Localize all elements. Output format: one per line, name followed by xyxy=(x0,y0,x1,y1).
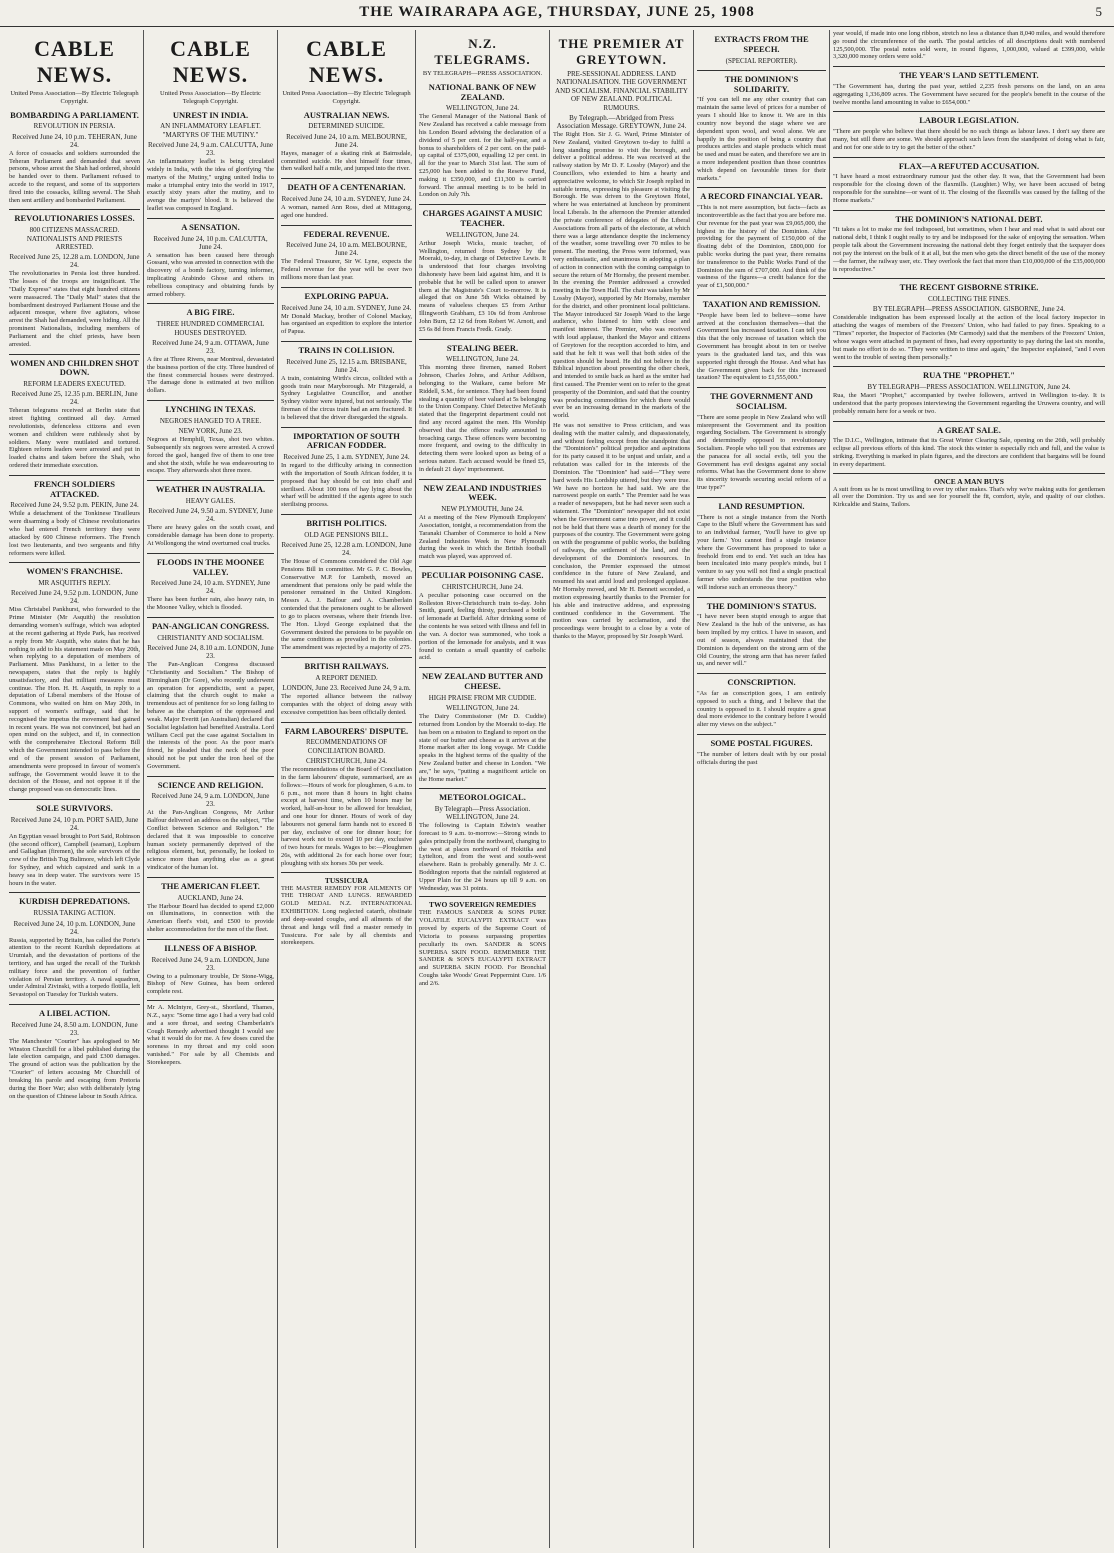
column-3 xyxy=(278,30,416,1548)
column-heading: CABLE NEWS. xyxy=(34,36,115,87)
story-headline: BOMBARDING A PARLIAMENT. xyxy=(10,109,139,120)
story-dateline: By Telegraph.—Abridged from Press Association Message. GREYTOWN, June 24. xyxy=(556,113,687,130)
advertisement xyxy=(147,1000,274,1067)
story-subheadline: HEAVY GALES. xyxy=(185,497,236,506)
story-headline: FLOODS IN THE MOONEE VALLEY. xyxy=(147,553,274,578)
story-body: A fire at Three Rivers, near Montreal, devastated the business portion of the city. Three hundred of the finest commercial houses were destroyed. The damage done is estimated at two million dollars. xyxy=(147,356,274,395)
story-headline: THE RECENT GISBORNE STRIKE. xyxy=(833,278,1105,293)
story-dateline: CHRISTCHURCH, June 24. xyxy=(306,757,387,766)
news-story xyxy=(147,877,274,934)
story-body: The Federal Treasurer, Sir W. Lyne, expects the Federal revenue for the year will be over two millions more than last year. xyxy=(281,258,412,281)
story-headline: WOMEN AND CHILDREN SHOT DOWN. xyxy=(9,354,140,379)
story-subheadline: NEGROES HANGED TO A TREE. xyxy=(159,416,262,425)
story-dateline: Received June 24, 9.50 a.m. SYDNEY, June 24. xyxy=(148,507,273,524)
story-headline: KURDISH DEPREDATIONS. xyxy=(9,892,140,907)
news-story xyxy=(419,667,546,783)
story-body: Owing to a pulmonary trouble, Dr Stone-Wigg, Bishop of New Guinea, has been ordered complete rest. xyxy=(147,972,274,996)
story-headline: CONSCRIPTION. xyxy=(697,673,826,688)
story-body: "There are people who believe that there should be no such things as labour laws. I don't say there are many, but still there are some. We should approach such laws from the standpoint of doing what is fair, and not for one side to try to get the better of the other." xyxy=(833,128,1105,151)
story-dateline: Received June 24, 10 p.m. PORT SAID, June 24. xyxy=(10,815,139,832)
story-dateline: Received June 24, 9.52 p.m. PEKIN, June 24. xyxy=(10,501,139,510)
story-body: "The number of letters dealt with by our postal officials during the past xyxy=(697,750,826,766)
news-story xyxy=(147,776,274,872)
story-headline: RUA THE "PROPHET." xyxy=(833,366,1105,381)
news-story xyxy=(147,111,274,213)
news-story xyxy=(9,354,140,470)
story-dateline: Received June 24, 9 a.m. OTTAWA, June 23. xyxy=(152,339,269,356)
advert-body: THE FAMOUS SANDER & SONS PURE VOLATILE EUCALYPTI EXTRACT was proved by experts of the Supreme Court of Victoria to possess surpassing properties peculiarly its own. SANDER & SONS SUPERBA SKIN FOOD. REMEMBER THE SANDER & SON'S EUCALYPTI EXTRACT and SUPERBA SKIN FOOD. For Bronchial Coughs take Woods' Great Peppermint Cure. 1/6 and 2/6. xyxy=(419,909,546,987)
news-story xyxy=(419,204,546,333)
story-body: Miss Christabel Pankhurst, who forwarded to the Prime Minister (Mr Asquith) the resolution demanding women's suffrage, which was adopted at the recent gathering at Hyde Park, has received a reply from Mr Asquith, who states that he has nothing to add to his statement made on May 20th, when replying to a deputation of members of Parliament. Miss Pankhurst, in a letter to the newspapers, states that the reply is highly unsatisfactory, and that militant measures must continue. The Hon. H. H. Asquith, in reply to a deputation of Liberal members of the House of Commons, who waited on him on May 20th, in support of women's suffrage, said that he recognised the impetus the movement had gained in recent years. He was not convinced, but had an open mind on the subject, and if, in connection with the comprehensive Electoral Reform Bill which the Government intended to pass before the end of the present session of Parliament, amendments were proposed in favour of women's suffrage, the Government would leave it to the decision of the House, and not oppose it if the change proposed was on democratic lines. xyxy=(9,606,140,794)
story-headline: LAND RESUMPTION. xyxy=(697,497,826,512)
advertisement xyxy=(419,896,546,987)
story-subheadline: MR ASQUITH'S REPLY. xyxy=(38,579,111,588)
story-dateline: WELLINGTON, June 24. xyxy=(446,104,519,113)
story-headline: A LIBEL ACTION. xyxy=(9,1004,140,1019)
story-headline: A SENSATION. xyxy=(147,218,274,233)
story-dateline: Received June 24, 10 a.m. SYDNEY, June 24. xyxy=(150,579,271,596)
news-story xyxy=(419,479,546,561)
story-dateline: BY TELEGRAPH—PRESS ASSOCIATION. WELLINGTON, June 24. xyxy=(867,383,1071,392)
story-subheadline: REFORM LEADERS EXECUTED. xyxy=(23,380,126,389)
news-story xyxy=(9,562,140,794)
news-story xyxy=(147,218,274,299)
news-story xyxy=(281,722,412,868)
story-body: A peculiar poisoning case occurred on the Rolleston River-Christchurch train to-day. John Smith, guard, feeling thirsty, purchased a bottle of lemonade at Darfield. After drinking some of the contents he was seized with illness and fell in the van. A doctor was summoned, who took a portion of the lemonade for analysis, and it was found to contain a small quantity of carbolic acid. xyxy=(419,591,546,662)
story-headline: THE DOMINION'S NATIONAL DEBT. xyxy=(833,210,1105,225)
story-headline: METEOROLOGICAL. xyxy=(419,788,546,803)
story-headline: SOLE SURVIVORS. xyxy=(9,799,140,814)
story-dateline: Received June 24, 8.10 a.m. LONDON, June 23. xyxy=(147,644,274,661)
advert-body: A suit from us he is most unwilling to ever try other makes. That's why we're making suits for gentlemen all over the Dominion. Try us and see for yourself the fit, comfort, style, and quality of our clothes. Kirkcaldie and Stains, Tailors. xyxy=(833,485,1105,509)
story-body: The Manchester "Courier" has apologised to Mr Winston Churchill for a libel published during the late election campaign, and paid £300 damages. The ground of action was the publication by the "Courier" of letters accusing Mr Churchill of breaking his parole and escaping from Pretoria during the Boer War; also with deliberately lying on the question of Chinese labour in South Africa. xyxy=(9,1037,140,1100)
story-headline: EXTRACTS FROM THE SPEECH. xyxy=(714,34,809,54)
story-body: Negroes at Hemphill, Texas, shot two whites. Subsequently six negroes were arrested. A crowd forced the gaol, hanged five of them to one tree and shot the sixth, while he was endeavouring to escape. They afterwards shot three more. xyxy=(147,436,274,475)
column-heading: CABLE NEWS. xyxy=(170,36,251,87)
story-body: The Harbour Board has decided to spend £2,000 on illuminations, in connection with the American fleet's visit, and £500 to provide shelter accommodation for the men of the fleet. xyxy=(147,902,274,934)
story-dateline: Received June 24, 10 a.m. SYDNEY, June 24. xyxy=(281,194,412,203)
story-dateline: Received June 24, 9.52 p.m. LONDON, June 24. xyxy=(11,589,138,606)
story-headline: ILLNESS OF A BISHOP. xyxy=(147,939,274,954)
column-credit: BY TELEGRAPH—PRESS ASSOCIATION. xyxy=(422,70,543,77)
story-body: "It takes a lot to make me feel indisposed, but sometimes, when I hear and read what is said about our national debt, I think I ought really to try and be indisposed for the sake of enjoying the sensation. When people talk about the Government increasing the national debt they forget entirely that the taxpayer does not pay the interest on the bulk of it at all, but the men who gets the direct benefit of the use of the money—the farmer, the railway user, etc. They overlook the fact that more than £10,000,000 of the £35,000,000 is reproductive." xyxy=(833,226,1105,273)
story-body: An Egyptian vessel brought to Port Said, Robinson (the second officer), Campbell (seaman), Lopburn and Gallaghan (firemen), the sole survivors of the crew of the British Tug Bulimore, which left Clyde for Sydney, and which capsized and sank in a heavy sea in deep water. The survivors were 15 hours in the water. xyxy=(9,832,140,887)
story-body: "This is not mere assumption, but facts—facts as incontrovertible as the fact that you are before me. Our revenue for the past year was £9,065,000, the highest in the history of the Dominion. After providing for the payment of £150,000 of the floating debt of the Dominion, £800,000 for public works during the past year, there remains for transference to the Public Works Fund of the Dominion the sum of £707,000. And think of the vastness of the figures—a credit balance for the year of £1,500,000." xyxy=(697,204,826,290)
story-body: An inflammatory leaflet is being circulated widely in India, with the idea of glorifying "the martyrs of the Mutiny," urging united India to make a triumphal entry into the world in 1917, exactly sixty years after the mutiny, and to avenge the martyrs' blood. It is believed the leaflet was composed in England. xyxy=(147,158,274,213)
story-headline: BRITISH POLITICS. xyxy=(281,514,412,529)
story-dateline: LONDON, June 23. Received June 24, 9 a.m. xyxy=(282,684,411,693)
story-headline: THE YEAR'S LAND SETTLEMENT. xyxy=(833,66,1105,81)
story-dateline: Received June 24, 10 p.m. CALCUTTA, June 24. xyxy=(153,234,268,251)
news-story xyxy=(697,187,826,290)
column-credit: United Press Association—By Electric Telegraph Copyright. xyxy=(160,90,261,105)
news-story xyxy=(833,210,1105,274)
news-story xyxy=(9,892,140,999)
story-dateline: BY TELEGRAPH—PRESS ASSOCIATION. GISBORNE, June 24. xyxy=(872,305,1066,314)
story-headline: NEW ZEALAND INDUSTRIES WEEK. xyxy=(419,479,546,504)
story-dateline: WELLINGTON, June 24. xyxy=(446,355,519,364)
news-story xyxy=(553,70,690,420)
news-story xyxy=(697,597,826,668)
story-body: There has been further rain, also heavy rain, in the Moonee Valley, which is flooded. xyxy=(147,596,274,612)
news-story xyxy=(697,35,826,65)
column-credit: United Press Association—By Electric Telegraph Copyright. xyxy=(10,90,139,105)
news-story xyxy=(147,303,274,395)
story-subheadline: REVOLUTION IN PERSIA. xyxy=(33,122,116,131)
story-body: There are heavy gales on the south coast, and considerable damage has been done to property. At Wollongong the wind overturned coal trucks. xyxy=(147,524,274,548)
story-headline: WOMEN'S FRANCHISE. xyxy=(9,562,140,577)
story-body: The revolutionaries in Persia lost three hundred. The losses of the troops are insignificant. The "Daily Express" states that eight hundred citizens were massacred. The "Daily Mail" states that the bombardment destroyed Parliament House and the adjacent mosque, where five agitators, whose arrest the Shah had demanded, were hiding. All the prominent Nationalists, including members of Parliament and the chief priests, have been arrested. xyxy=(9,270,140,348)
news-story xyxy=(281,111,412,174)
advertisement xyxy=(833,473,1105,509)
story-body: While a detachment of the Tonkinese Tirailleurs were disarming a body of Chinese revolutionaries who had entered French territory they were attacked by 600 Chinese reformers. The French lost two lieutenants, and two sergeants and fifty reformers were killed. xyxy=(9,510,140,557)
story-dateline: Received June 24, 10 p.m. TEHERAN, June 24. xyxy=(12,132,137,149)
story-headline: NATIONAL BANK OF NEW ZEALAND. xyxy=(428,81,537,102)
story-body: The reported alliance between the railway companies with the object of doing away with excessive competition has been officially denied. xyxy=(281,693,412,716)
column-credit: United Press Association—By Electric Telegraph Copyright. xyxy=(282,90,411,105)
story-body: In regard to the difficulty arising in connection with the importation of South African fodder, it is proposed that hay should be cut into chaff and sterilised. About 100 tons of hay lying about the wharf will be admitted if the agents agree to such sterilising process. xyxy=(281,462,412,509)
story-headline: BRITISH RAILWAYS. xyxy=(281,657,412,672)
advert-title: ONCE A MAN BUYS xyxy=(934,476,1004,486)
news-story xyxy=(697,295,826,382)
advert-title: TUSSICURA xyxy=(324,875,369,885)
advert-title: TWO SOVEREIGN REMEDIES xyxy=(428,900,537,910)
story-headline: FLAX—A REFUTED ACCUSATION. xyxy=(833,157,1105,172)
news-story xyxy=(419,788,546,892)
story-subheadline: PRE-SESSIONAL ADDRESS. LAND NATIONALISATION. THE GOVERNMENT AND SOCIALISM. FINANCIAL STABILITY OF NEW ZEALAND. POLITICAL RUMOURS. xyxy=(555,70,688,112)
story-dateline: Received June 24, 8.50 a.m. LONDON, June 23. xyxy=(11,1020,138,1037)
news-story xyxy=(697,673,826,729)
story-headline: A RECORD FINANCIAL YEAR. xyxy=(697,187,826,202)
news-story xyxy=(833,66,1105,106)
story-headline: THE DOMINION'S SOLIDARITY. xyxy=(697,70,826,95)
page-number: 5 xyxy=(1095,4,1102,19)
story-subheadline: RECOMMENDATIONS OF CONCILIATION BOARD. xyxy=(305,738,388,755)
story-body: This morning three firemen, named Robert Johnson, Charles Johns, and Arthur Addison, belonging to the Waikare, came before Mr Riddell, S.M., for sentence. They had been found stealing a quantity of beer valued at 5s belonging to the Union Company. Chief Detective McGrath stated that the fingerprint department could not find any record against the men. His Worship observed that the offence really amounted to broaching cargo. These offences were becoming more frequent, and owing to the difficulty in detecting them were looked upon as being of a serious nature. Each accused would be fined £5, in default 21 days' imprisonment. xyxy=(419,364,546,473)
story-subheadline: RUSSIA TAKING ACTION. xyxy=(33,909,116,918)
story-body: The House of Commons considered the Old Age Pensions Bill in committee. Mr G. P. C. Bowles, Conservative M.P. for Lambeth, moved an amendment that pensions only be paid while the pensioner remained in the United Kingdom. Messrs A. J. Balfour and A. Chamberlain contended that the pensioners ought to be allowed to go to places overseas, where their friends live. The Hon. Lloyd George explained that the Government desired the pensions to be payable on the same conditions as prevailed in the colonies. The amendment was rejected by a majority of 275. xyxy=(281,558,412,652)
story-subheadline: THREE HUNDRED COMMERCIAL HOUSES DESTROYED. xyxy=(156,320,265,337)
story-body: "There is not a single instance from the North Cape to the Bluff where the Government has said to an individual farmer, 'You'll have to give up your farm.' You cannot find a single instance where the Government has proposed to take a freehold from end to end. Yet such an idea has been inculcated into many people's minds, but I venture to say you will not find a single practical farmer who understands the true position who will indorse such an erroneous theory." xyxy=(697,513,826,591)
story-body: At the Pan-Anglican Congress, Mr Arthur Balfour delivered an address on the subject, "The Conflict between Science and Religion." He declared that it was impossible to conceive human society permanently deprived of the religious element, but, personally, he looked to science more than anything else as a great vindicator of the human lot. xyxy=(147,809,274,872)
story-body: "The Government has, during the past year, settled 2,235 fresh persons on the land, on an area aggregating 1,336,809 acres. The Government have secured for the people's benefit in the course of the twelve months land amounting in value to £654,000." xyxy=(833,83,1105,106)
story-body: A sensation has been caused here through Gossani, who was arrested in connection with the discovery of a bomb factory, turning informer, implicating Arabindo Ghose and others in rebellious conspiracy and obtaining funds by armed robbery. xyxy=(147,251,274,298)
story-body: "People have been led to believe—some have arrived at the conclusion themselves—that the Government has increased taxation. I can tell you this that the only increase of taxation which the Government has brought about in ten or twelve years is the graduated land tax, and this was supported right through the House. And what has the Government given back for this increased taxation? The equivalent to £1,555,000." xyxy=(697,311,826,382)
story-body: Mr Donald Mackay, brother of Colonel Mackay, has organised an expedition to explore the interior of Papua. xyxy=(281,312,412,336)
story-headline: WEATHER IN AUSTRALIA. xyxy=(147,480,274,495)
story-body: A train, containing Wirth's circus, collided with a goods train near Maryborough. Mr Fitzgerald, a Sydney Legislative Councillor, and another Sydney visitor were injured, but not seriously. The fireman of the circus train had an arm fractured. It is believed that the driver disregarded the signals. xyxy=(281,374,412,421)
story-headline: STEALING BEER. xyxy=(419,339,546,354)
news-story xyxy=(281,287,412,336)
story-headline: UNREST IN INDIA. xyxy=(172,109,249,120)
story-dateline: NEW PLYMOUTH, June 24. xyxy=(441,505,524,514)
story-headline: LABOUR LEGISLATION. xyxy=(833,111,1105,126)
story-subheadline: A REPORT DENIED. xyxy=(315,673,378,682)
news-story xyxy=(697,734,826,766)
news-story xyxy=(147,480,274,548)
news-story xyxy=(147,553,274,612)
story-dateline: NEW YORK, June 23. xyxy=(178,427,243,436)
story-body: Russia, supported by Britain, has called the Porte's attention to the recent Kurdish depredations at Urumiah, and the devastation of portions of the territory, and has urged the recall of the Turkish military force and the prevention of further violation of Persian territory. A naval squadron, under Admiral Zivinski, with a torpedo flotilla, left Sevastopol on Tuesday for Turkish waters. xyxy=(9,936,140,999)
story-dateline: Received June 25, 12.15 a.m. BRISBANE, June 24. xyxy=(286,357,407,374)
news-story xyxy=(281,657,412,717)
news-story xyxy=(9,1004,140,1100)
story-dateline: Received June 24, 9 a.m. LONDON, June 23. xyxy=(151,792,270,809)
story-subheadline: CHRISTIANITY AND SOCIALISM. xyxy=(157,633,264,642)
news-story xyxy=(147,939,274,996)
news-story xyxy=(419,566,546,662)
news-story xyxy=(281,514,412,652)
story-headline: FRENCH SOLDIERS ATTACKED. xyxy=(9,475,140,500)
story-headline: PAN-ANGLICAN CONGRESS. xyxy=(147,617,274,632)
story-dateline: Received June 24, 10 a.m. SYDNEY, June 24. xyxy=(281,303,412,312)
story-subheadline: HIGH PRAISE FROM MR CUDDIE. xyxy=(428,693,537,702)
news-story xyxy=(9,799,140,887)
news-story xyxy=(9,475,140,557)
news-story xyxy=(281,225,412,282)
story-body: At a meeting of the New Plymouth Employers' Association, tonight, a recommendation from the Taranaki Chamber of Commerce to hold a New Zealand Industries Week in New Plymouth during the week in which the British football match was played, was approved of. xyxy=(419,514,546,561)
advert-body: THE MASTER REMEDY FOR AILMENTS OF THE THROAT AND LUNGS. REWARDED GOLD MEDAL N.Z. INTERNATIONAL EXHIBITION. Long neglected catarrh, obstinate and deep-seated coughs, and all ailments of the throat and lungs will find a master remedy in Tussicura. For sale by all chemists and storekeepers. xyxy=(281,884,412,947)
news-story xyxy=(697,497,826,592)
story-dateline: Received June 24, 9 a.m. LONDON, June 23. xyxy=(151,955,270,972)
story-headline: A GREAT SALE. xyxy=(833,421,1105,436)
story-headline: AUSTRALIAN NEWS. xyxy=(303,109,390,120)
story-subheadline: DETERMINED SUICIDE. xyxy=(308,122,385,131)
story-body: The recommendations of the Board of Conciliation in the farm labourers' dispute, summarised, are as follows:—Hours of work for ploughmen, 6 a.m. to 6 p.m., not more than 8 hours in light chains except at harvest time, when 10 hours may be worked, half-an-hour to be allowed for breakfast, and one hour for dinner. Hours of work of day labourers not general farm hands not to exceed 8 per day, exclusive of one for dinner hour; for harvest work not to exceed 10 per day, exclusive of two hours for meals. Wages to be:—Ploughmen 26s, with additional 2s for each horse over four; ploughing with six horses 30s per week. xyxy=(281,766,412,867)
news-story xyxy=(697,70,826,182)
story-body: Teheran telegrams received at Berlin state that street fighting continued all day. Armed revolutionists, defenceless citizens and even women and children were ruthlessly shot by soldiers. Many were mutilated and tortured. Eighteen reform leaders were arrested and put in loaded chains and taken before the Shah, who ordered their immediate execution. xyxy=(9,407,140,470)
column-heading: N.Z. TELEGRAMS. xyxy=(434,36,531,67)
story-subheadline: COLLECTING THE FINES. xyxy=(927,295,1011,304)
story-headline: SCIENCE AND RELIGION. xyxy=(147,776,274,791)
story-subheadline: 800 CITIZENS MASSACRED. NATIONALISTS AND PRIESTS ARRESTED. xyxy=(26,226,123,251)
column-6 xyxy=(694,30,830,1548)
story-dateline: WELLINGTON, June 24. xyxy=(446,704,519,713)
story-headline: FARM LABOURERS' DISPUTE. xyxy=(281,722,412,737)
news-story xyxy=(9,209,140,348)
story-headline: EXPLORING PAPUA. xyxy=(281,287,412,302)
story-subheadline: AN INFLAMMATORY LEAFLET. "MARTYRS OF THE MUTINY." xyxy=(160,122,261,139)
story-dateline: Received June 24, 9 a.m. CALCUTTA, June 23. xyxy=(147,141,274,158)
story-body: Arthur Joseph Wicks, music teacher, of Wellington, returned from Sydney by the Moeraki, to-day, in charge of Detective Lewis. It is understood that four charges involving dishonesty have been laid against him, and it is probable that he will be called upon to answer them at the Magistrate's Court to-morrow. It is alleged that on June 5th Wicks obtained by means of valueless cheques £5 from Arthur Illingworth Grabham, £3 10s 6d from Ambrose John Burn, £2 12 6d from Robert W. Arnott, and £5 6s 8d from Francis Fredk. Grady. xyxy=(419,239,546,333)
news-story xyxy=(9,111,140,205)
story-body: The Pan-Anglican Congress discussed "Christianity and Socialism." The Bishop of Birmingham (Dr Gore), who recently underwent an operation for appendicitis, sent a paper, claiming that the church ought to make a tremendous act of penitence for so long failing to behave as the champion of the oppressed and weak. Major Everitt (an Australian) declared that Socialist legislation had benefited Australia. Lord William Cecil put the case against Socialism in the interests of the poor. As the poor man's friend, he pleaded that the neck of the poor should not be put under the iron heel of the Government. xyxy=(147,661,274,770)
story-dateline: Received June 25, 12.28 a.m. LONDON, June 24. xyxy=(9,253,140,270)
story-subheadline: OLD AGE PENSIONS BILL. xyxy=(304,530,389,539)
news-story xyxy=(833,366,1105,415)
story-body: The Dairy Commissioner (Mr D. Cuddie) returned from London by the Moeraki to-day. He has been on a mission to England to report on the state of our butter and cheese as it arrives at the Home market after its long voyage. Mr Cuddie speaks in the highest terms of the quality of the New Zealand butter and cheese in London. "We are," he says, "putting a magnificent article on the Home market." xyxy=(419,713,546,783)
story-headline: A BIG FIRE. xyxy=(147,303,274,318)
story-body: He was not sensitive to Press criticism, and was dealing with the matter calmly, and dispassionately, and without feeling except from the standpoint that the "Dominion's" political prejudice and aspirations for its party caused it to be unjust and unfair, and a refutation was called for in the interests of the Dominion. The "Dominion" had said—"They were hard words His Lordship uttered, but they were true. We have no horizon he had said. We are the narrowest people on earth." The Premier said he was a reader of newspapers, but he had never seen such a statement. The "Dominion" newspaper did not exist when the Government came into power, and it could not be held that there was a dearth of money for the purposes of the country. The Government were going on with the programme of public works, the building of railways, the settlement of the land, and the development of the Dominion's resources. In conclusion, the Premier expressed the utmost confidence in the future of New Zealand, and resumed his seat amid loud and prolonged applause. Mr Hornsby moved, and Mr H. Bennett seconded, a motion expressing heartily thanks to the Premier for his able and instructive address, and expressing continued confidence in the Government. The motion was carried by acclamation, and the proceedings were brought to a close by a vote of thanks to the Mayor, proposed by Sir Joseph Ward. xyxy=(553,422,690,640)
news-story xyxy=(833,157,1105,205)
story-headline: DEATH OF A CENTENARIAN. xyxy=(281,178,412,193)
story-body: "There are some people in New Zealand who will misrepresent the Government and its position regarding Socialism. The Government is strongly and determinedly opposed to revolutionary Socialism. People who tell you that extremes are the panacea for all social evils, tell you the Government has evil designs against any social reforms. What has the Government done to show its sincerity towards securing social reform of a true type?" xyxy=(697,413,826,492)
story-headline: TAXATION AND REMISSION. xyxy=(697,295,826,310)
news-story xyxy=(833,30,1105,61)
story-headline: IMPORTATION OF SOUTH AFRICAN FODDER. xyxy=(281,427,412,452)
column-4 xyxy=(416,30,550,1548)
story-body: A force of cossacks and soldiers surrounded the Teheran Parliament and demanded that seven persons, whose arrest the Shah had ordered, should be handed over to them. Parliament refused to accede to the request, and some of its supporters fired into the cossacks, killing several. The Shah then sent artillery and bombarded Parliament. xyxy=(9,149,140,204)
story-body: The D.I.C., Wellington, intimate that its Great Winter Clearing Sale, opening on the 26th, will probably eclipse all previous efforts of this kind. The stock this winter is especially rich and full, and the value is striking. Everything is marked in plain figures, and the directors are confident that bargains will be found in every department. xyxy=(833,437,1105,468)
news-story xyxy=(281,341,412,422)
column-2 xyxy=(144,30,278,1548)
story-dateline: Received June 24, 10 a.m. MELBOURNE, June 24. xyxy=(286,132,407,149)
story-body: "If you can tell me any other country that can maintain the same level of prices for a number of years I should like to know it. We are in this country now beyond the stage where we are dependent upon wool, and wool alone. We are happily in the position of being a country that produces articles and staple products which must be used and must be eaten, and therefore we are in a more independent position than those countries which depend on favourable times for their markets." xyxy=(697,96,826,182)
story-headline: FEDERAL REVENUE. xyxy=(281,225,412,240)
story-headline: THE DOMINION'S STATUS. xyxy=(697,597,826,612)
news-story xyxy=(833,278,1105,361)
story-body: A woman, named Ann Ross, died at Mittagong, aged one hundred. xyxy=(281,203,412,219)
story-body: Hayes, manager of a skating rink at Bairnsdale, committed suicide. He shot himself four times, then walked half a mile, and jumped into the river. xyxy=(281,149,412,173)
story-dateline: AUCKLAND, June 24. xyxy=(177,893,244,902)
story-body: year would, if made into one long ribbon, stretch no less a distance than 8,040 miles, and would therefore go round the circumference of the earth. The postal articles of all descriptions dealt with numbered 125,500,000. The postal notes sold were, in round figures, 1,000,000, valued at £399,000, while 3,320,000 money orders were sold." xyxy=(833,30,1105,61)
story-subheadline: (SPECIAL REPORTER). xyxy=(725,56,798,65)
news-story xyxy=(553,422,690,641)
news-story xyxy=(697,387,826,492)
news-story xyxy=(281,427,412,509)
story-headline: TRAINS IN COLLISION. xyxy=(281,341,412,356)
column-heading: THE PREMIER AT GREYTOWN. xyxy=(558,36,685,67)
newspaper-columns xyxy=(6,30,1108,1548)
story-body: The following is Captain Edwin's weather forecast to 9 a.m. to-morrow:—Strong winds to gales principally from the northward, changing to the west at places northward of Hokitika and Lyttelton, and from the west and south-west elsewhere. Rain is probably generally. Mr J. C. Boddington reports that the rainfall registered at Upper Plain for the 24 hours up till 9 a.m. on Wednesday, was 31 points. xyxy=(419,822,546,892)
story-body: Rua, the Maori "Prophet," accompanied by twelve followers, arrived in Wellington to-day. It is understood that the party proposes interviewing the Government regarding the Uruwera country, and will probably remain here for a week or two. xyxy=(833,392,1105,415)
story-headline: NEW ZEALAND BUTTER AND CHEESE. xyxy=(419,667,546,692)
story-headline: THE AMERICAN FLEET. xyxy=(147,877,274,892)
story-headline: LYNCHING IN TEXAS. xyxy=(147,400,274,415)
news-story xyxy=(281,178,412,219)
story-dateline: By Telegraph—Press Association. WELLINGTON, June 24. xyxy=(434,805,531,822)
news-story xyxy=(833,421,1105,469)
story-body: The Right Hon. Sir J. G. Ward, Prime Minister of New Zealand, visited Greytown to-day to fulfil a long standing promise to visit the borough, and deliver a political address. He was received at the railway station by Mr D. F. Lossby (Mayor) and the Councillors, who extended to him a hearty and appreciative welcome, to which Sir Joseph replied in suitable terms, expressing his pleasure at visiting the Borough. He was driven to the Greytown Hotel, where he was entertained at luncheon by prominent local Liberals. In the afternoon the Premier attended the private conference of delegates of the Liberal Associations from all parts of the electorate, at which there was a large attendance despite the inclemency of the weather, some travelling over 70 miles to be present. The meeting, the Press were informed, was very enthusiastic, and unanimous in adopting a plan of action in connection with the coming campaign to secure the return of Mr Hornsby, the present member. In the evening the Premier addressed a crowded meeting in the Town Hall. The chair was taken by Mr Lossby (Mayor), supported by Mr Hornsby, member for the district, and other prominent local politicians. The Mayor introduced Sir Joseph Ward to the large audience, who listened to him with close and manifest interest. The Premier, who was received with loud applause, thanked the Mayor and citizens of Greytown for the reception accorded to him, and said that he felt it was well that both sides of the question should be heard. He did not believe in the Biblical injunction about presenting the other cheek, and intended to smile back as hard as the smiter had first caused. The Premier went on to refer to the great prosperity of the Dominion, and said that the country was producing commodities for which there would ever be an increasing demand in the markets of the world. xyxy=(553,130,690,420)
column-5 xyxy=(550,30,694,1548)
advert-body: Mr A. McIntyre, Grey-st., Shortland, Thames, N.Z., says: "Some time ago I had a very bad cold and a sore throat, and seeing Chamberlain's Cough Remedy advertised thought I would see what it would do for me. A few doses cured the soreness in my throat and my cold soon vanished." For sale by all Chemists and Storekeepers. xyxy=(147,1004,274,1066)
story-dateline: WELLINGTON, June 24. xyxy=(446,230,519,239)
story-body: The General Manager of the National Bank of New Zealand has received a cable message from his London Board advising the declaration of a dividend of 5 per cent. for the half-year, and a bonus to shareholders of 2 per cent. on the paid-up capital of £375,000, equalling 12 per cent. in all for the year to March 31st last. The sum of £25,000 has been added to the Reserve Fund, making it £350,000, and £11,300 is carried forward. The annual meeting is to be held in London on July 7th. xyxy=(419,113,546,199)
masthead xyxy=(0,0,1114,27)
news-story xyxy=(147,617,274,771)
column-1 xyxy=(6,30,144,1548)
story-headline: CHARGES AGAINST A MUSIC TEACHER. xyxy=(419,204,546,229)
story-dateline: Received June 25, 1 a.m. SYDNEY, June 24. xyxy=(283,453,410,462)
story-headline: SOME POSTAL FIGURES. xyxy=(697,734,826,749)
news-story xyxy=(833,111,1105,151)
story-headline: THE GOVERNMENT AND SOCIALISM. xyxy=(697,387,826,412)
news-story xyxy=(419,83,546,199)
story-dateline: Received June 25, 12.28 a.m. LONDON, June 24. xyxy=(281,541,412,558)
story-headline: REVOLUTIONARIES LOSSES. xyxy=(9,209,140,224)
story-dateline: Received June 25, 12.35 p.m. BERLIN, June 24. xyxy=(11,390,138,407)
newspaper-title: THE WAIRARAPA AGE, THURSDAY, JUNE 25, 1908 xyxy=(359,4,755,20)
story-headline: PECULIAR POISONING CASE. xyxy=(419,566,546,581)
story-dateline: Received June 24, 10 a.m. MELBOURNE, June 24. xyxy=(286,241,407,258)
story-body: "As far as conscription goes, I am entirely opposed to such a thing, and I believe that the country is opposed to it. I should require a great deal more evidence to the contrary before I would alter my views on the subject." xyxy=(697,689,826,729)
advertisement xyxy=(281,872,412,948)
story-body: "I have never been stupid enough to argue that New Zealand is the hub of the universe, as has been implied by my critics. I have in season, and out of season, always maintained that the Dominion is dependent on the strong arm of the Old Country, the strong arm that has never failed us, and never will." xyxy=(697,613,826,668)
column-7 xyxy=(830,30,1108,1548)
news-story xyxy=(419,339,546,474)
story-body: Considerable indignation has been expressed locally at the action of the local factory inspector in attaching the wages of members of the Freezers' Union, who had failed to pay fines. Speaking to a "Times" reporter, the Inspector of Factories (Mr Carmody) said that the members of the Freezers' Union, whose wages were attached in payment of fines, had every opportunity to pay during the last six months, but made no effort to do so. "They were written to time and again," the Inspector explained, "and I even went to the trouble of seeing them personally." xyxy=(833,314,1105,361)
story-dateline: Received June 24, 10 p.m. LONDON, June 24. xyxy=(13,919,136,936)
story-dateline: CHRISTCHURCH, June 24. xyxy=(442,582,523,591)
news-story xyxy=(147,400,274,475)
story-body: "I have heard a most extraordinary rumour just the other day. It was, that the Government had been responsible for the closing down of the flaxmills. (Laughter.) Why, we have been accused of being responsible for the sunshine—or want of it. The closing of the flaxmills was caused by the falling of the Home markets." xyxy=(833,173,1105,204)
column-heading: CABLE NEWS. xyxy=(306,36,387,87)
